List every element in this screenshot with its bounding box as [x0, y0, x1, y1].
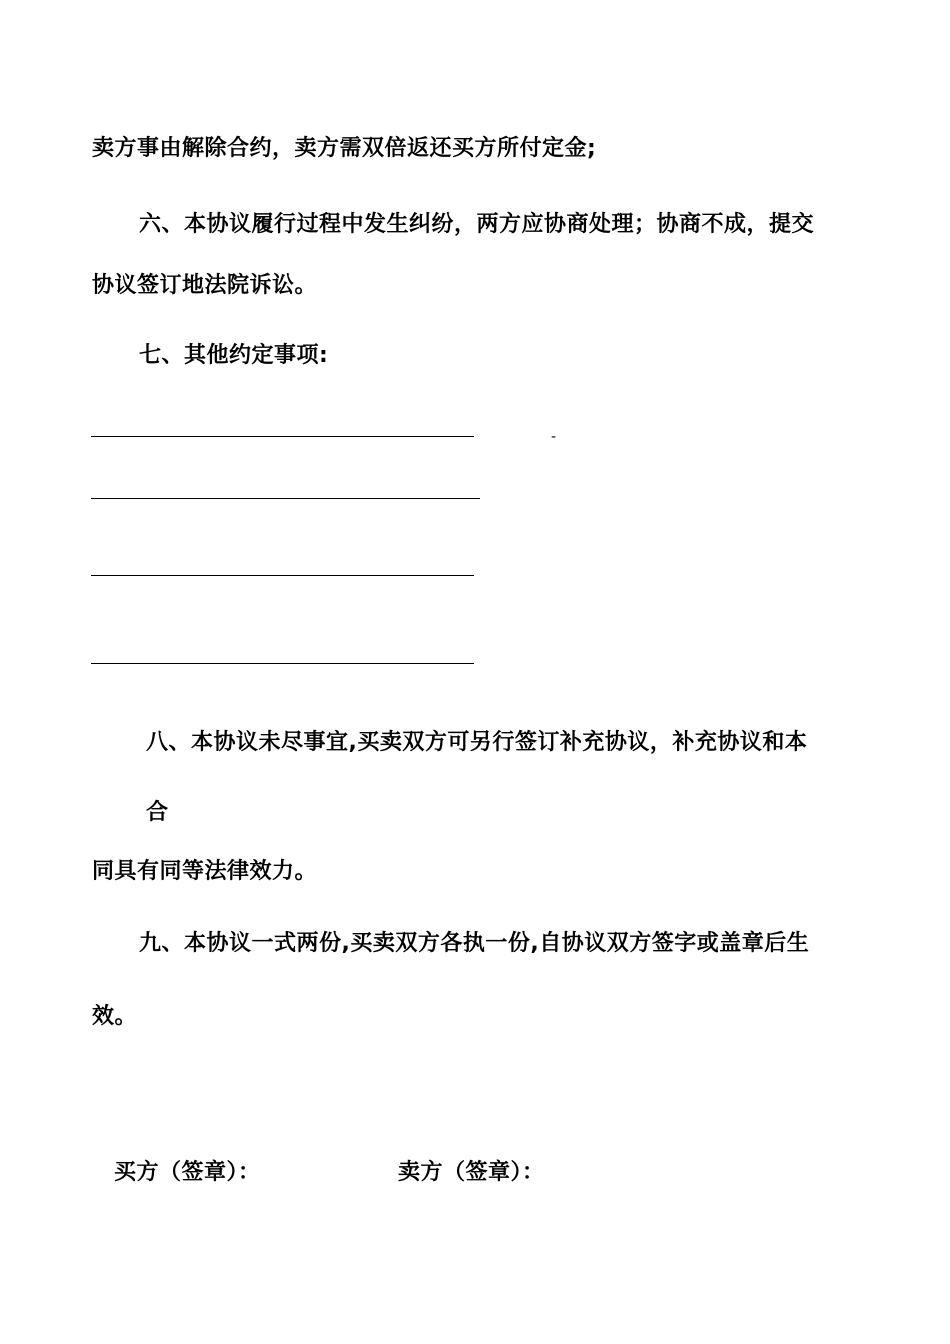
clause-9-line-2: 效。: [92, 1004, 138, 1029]
clause-8-line-3: 同具有同等法律效力。: [92, 859, 318, 884]
buyer-signature-label: 买方（签章）：: [114, 1160, 261, 1185]
clause-8-line-1: 八、本协议未尽事宜,买卖双方可另行签订补充协议，补充协议和本: [146, 730, 808, 755]
seller-signature-label: 卖方（签章）：: [398, 1160, 545, 1185]
clause-6-line-2: 协议签订地法院诉讼。: [92, 273, 318, 298]
clause-7-title: 七、其他约定事项:: [139, 343, 329, 368]
clause-6-line-1: 六、本协议履行过程中发生纠纷，两方应协商处理；协商不成，提交: [139, 212, 815, 237]
blank-line-2: [91, 498, 480, 499]
clause-8-line-2: 合: [146, 800, 169, 825]
blank-line-4: [91, 663, 474, 664]
stray-dash-mark: -: [551, 429, 557, 445]
blank-line-3: [91, 575, 474, 576]
clause-9-line-1: 九、本协议一式两份,买卖双方各执一份,自协议双方签字或盖章后生: [139, 931, 810, 956]
blank-line-1: [91, 436, 474, 437]
clause-5-tail: 卖方事由解除合约，卖方需双倍返还买方所付定金;: [92, 136, 597, 161]
